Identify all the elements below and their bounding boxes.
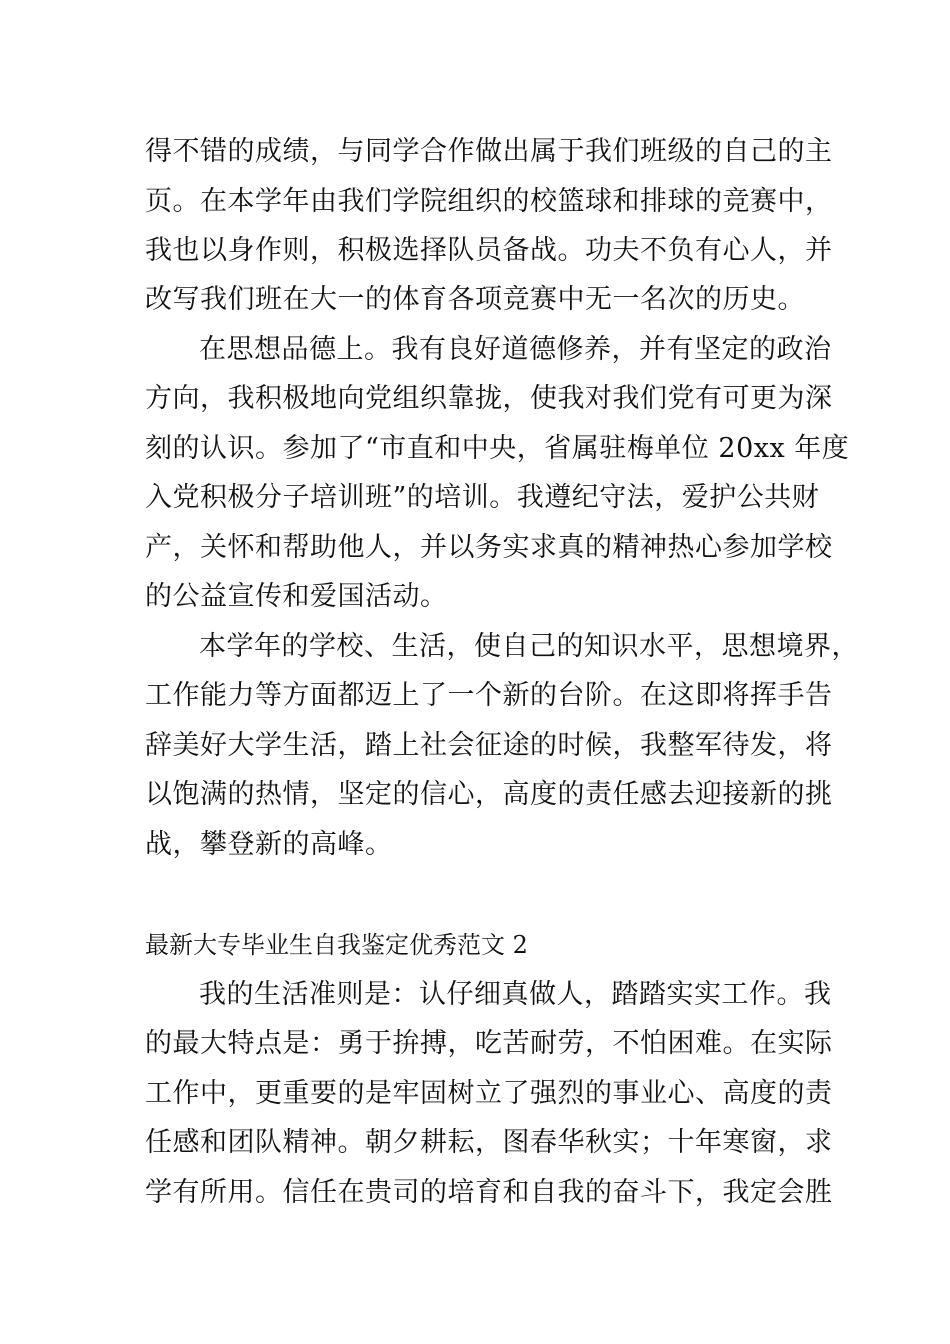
paragraph-1-line-3: 我也以身作则，积极选择队员备战。功夫不负有心人，并 <box>145 235 833 266</box>
paragraph-3-line-1: 本学年的学校、生活，使自己的知识水平，思想境界， <box>199 631 859 662</box>
paragraph-1-line-4: 改写我们班在大一的体育各项竞赛中无一名次的历史。 <box>145 284 805 315</box>
paragraph-4-line-3: 工作中，更重要的是牢固树立了强烈的事业心、高度的责 <box>145 1078 833 1109</box>
paragraph-2-line-6: 的公益宣传和爱国活动。 <box>145 581 448 612</box>
paragraph-1-line-2: 页。在本学年由我们学院组织的校篮球和排球的竞赛中， <box>145 186 833 217</box>
paragraph-2-line-1: 在思想品德上。我有良好道德修养，并有坚定的政治 <box>199 334 832 365</box>
paragraph-4-line-4: 任感和团队精神。朝夕耕耘，图春华秋实；十年寒窗，求 <box>145 1127 833 1158</box>
paragraph-4-line-2: 的最大特点是：勇于拚搏，吃苦耐劳，不怕困难。在实际 <box>145 1028 833 1059</box>
paragraph-2-line-2: 方向，我积极地向党组织靠拢，使我对我们党有可更为深 <box>145 383 833 414</box>
section-heading: 最新大专毕业生自我鉴定优秀范文 2 <box>145 931 528 959</box>
paragraph-2-line-5: 产，关怀和帮助他人，并以务实求真的精神热心参加学校 <box>145 532 833 563</box>
paragraph-2-line-3: 刻的认识。参加了“市直和中央，省属驻梅单位 20xx 年度 <box>145 433 850 464</box>
paragraph-4-line-1: 我的生活准则是：认仔细真做人，踏踏实实工作。我 <box>199 979 832 1010</box>
paragraph-3-line-2: 工作能力等方面都迈上了一个新的台阶。在这即将挥手告 <box>145 680 833 711</box>
paragraph-1-line-1: 得不错的成绩，与同学合作做出属于我们班级的自己的主 <box>145 136 833 167</box>
paragraph-4-line-5: 学有所用。信任在贵司的培育和自我的奋斗下，我定会胜 <box>145 1177 833 1208</box>
paragraph-2-line-4: 入党积极分子培训班”的培训。我遵纪守法，爱护公共财 <box>145 482 820 513</box>
paragraph-3-line-5: 战，攀登新的高峰。 <box>145 829 393 860</box>
paragraph-3-line-3: 辞美好大学生活，踏上社会征途的时候，我整军待发，将 <box>145 730 833 761</box>
paragraph-3-line-4: 以饱满的热情，坚定的信心，高度的责任感去迎接新的挑 <box>145 779 833 810</box>
